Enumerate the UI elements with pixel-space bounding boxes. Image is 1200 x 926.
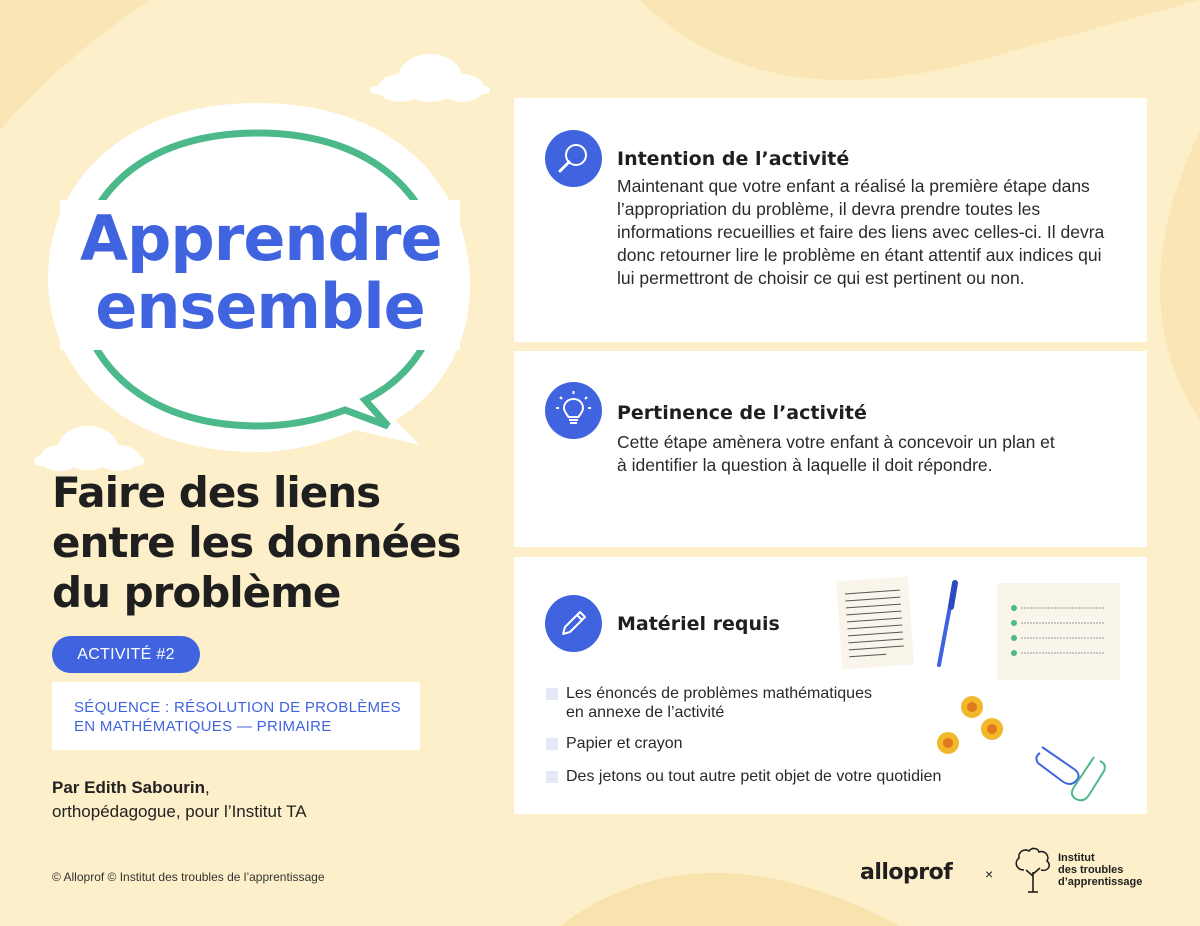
list-item: Les énoncés de problèmes mathématiques en annexe de l’activité [546, 684, 941, 722]
materiel-title: Matériel requis [617, 613, 780, 635]
tokens-icon [937, 696, 1003, 754]
intention-title: Intention de l’activité [617, 148, 850, 170]
paper-icon [836, 577, 914, 670]
page-title [52, 468, 512, 618]
brain-tree-icon [1012, 846, 1054, 894]
title-line-1: Faire des liens [52, 468, 381, 517]
copyright-notice: © Alloprof © Institut des troubles de l’apprentissage [52, 870, 325, 884]
logo-separator: × [985, 866, 994, 882]
bubble-line-1: Apprendre [80, 202, 442, 275]
materials-list [546, 684, 941, 786]
author-comma: , [205, 778, 210, 797]
materiel-panel [514, 557, 1147, 814]
title-line-3: du problème [52, 568, 341, 617]
title-line-2: entre les données [52, 518, 461, 567]
paperclip-icon [1036, 747, 1105, 800]
list-item: Papier et crayon [546, 734, 941, 753]
pertinence-panel [514, 351, 1147, 547]
intention-text: Maintenant que votre enfant a réalisé la première étape dans l’appropriation du problème, il devra prendre toutes les informations recueillies et faire des liens avec celles-ci. Il devra donc retourner lire le problème en étant attentif aux indices qui lui permettront de choisir ce qui est pertinent ou non. [617, 176, 1105, 288]
author-role: orthopédagogue, pour l’Institut TA [52, 802, 307, 821]
checklist-icon [997, 583, 1120, 680]
activity-badge: ACTIVITÉ #2 [52, 636, 200, 673]
pertinence-title: Pertinence de l’activité [617, 402, 867, 424]
author-name: Par Edith Sabourin [52, 778, 206, 797]
pen-icon [939, 583, 955, 665]
bubble-line-2: ensemble [95, 270, 425, 343]
pertinence-text: Cette étape amènera votre enfant à concevoir un plan et à identifier la question à laquelle il doit répondre. [617, 432, 1055, 475]
ita-logo-text: Institut des troubles d’apprentissage [1058, 852, 1143, 888]
lightbulb-icon [545, 382, 602, 439]
bubble-heading [80, 202, 442, 343]
list-item: Des jetons ou tout autre petit objet de votre quotidien [546, 767, 941, 786]
intention-panel [514, 98, 1147, 342]
sequence-line-2: EN MATHÉMATIQUES — PRIMAIRE [74, 718, 332, 735]
sequence-line-1: SÉQUENCE : RÉSOLUTION DE PROBLÈMES [74, 699, 401, 716]
author-credit [52, 776, 307, 824]
sequence-label [52, 682, 420, 750]
magnifier-icon [545, 130, 602, 187]
cloud-icon [370, 54, 490, 102]
alloprof-logo: alloprof [860, 860, 953, 885]
